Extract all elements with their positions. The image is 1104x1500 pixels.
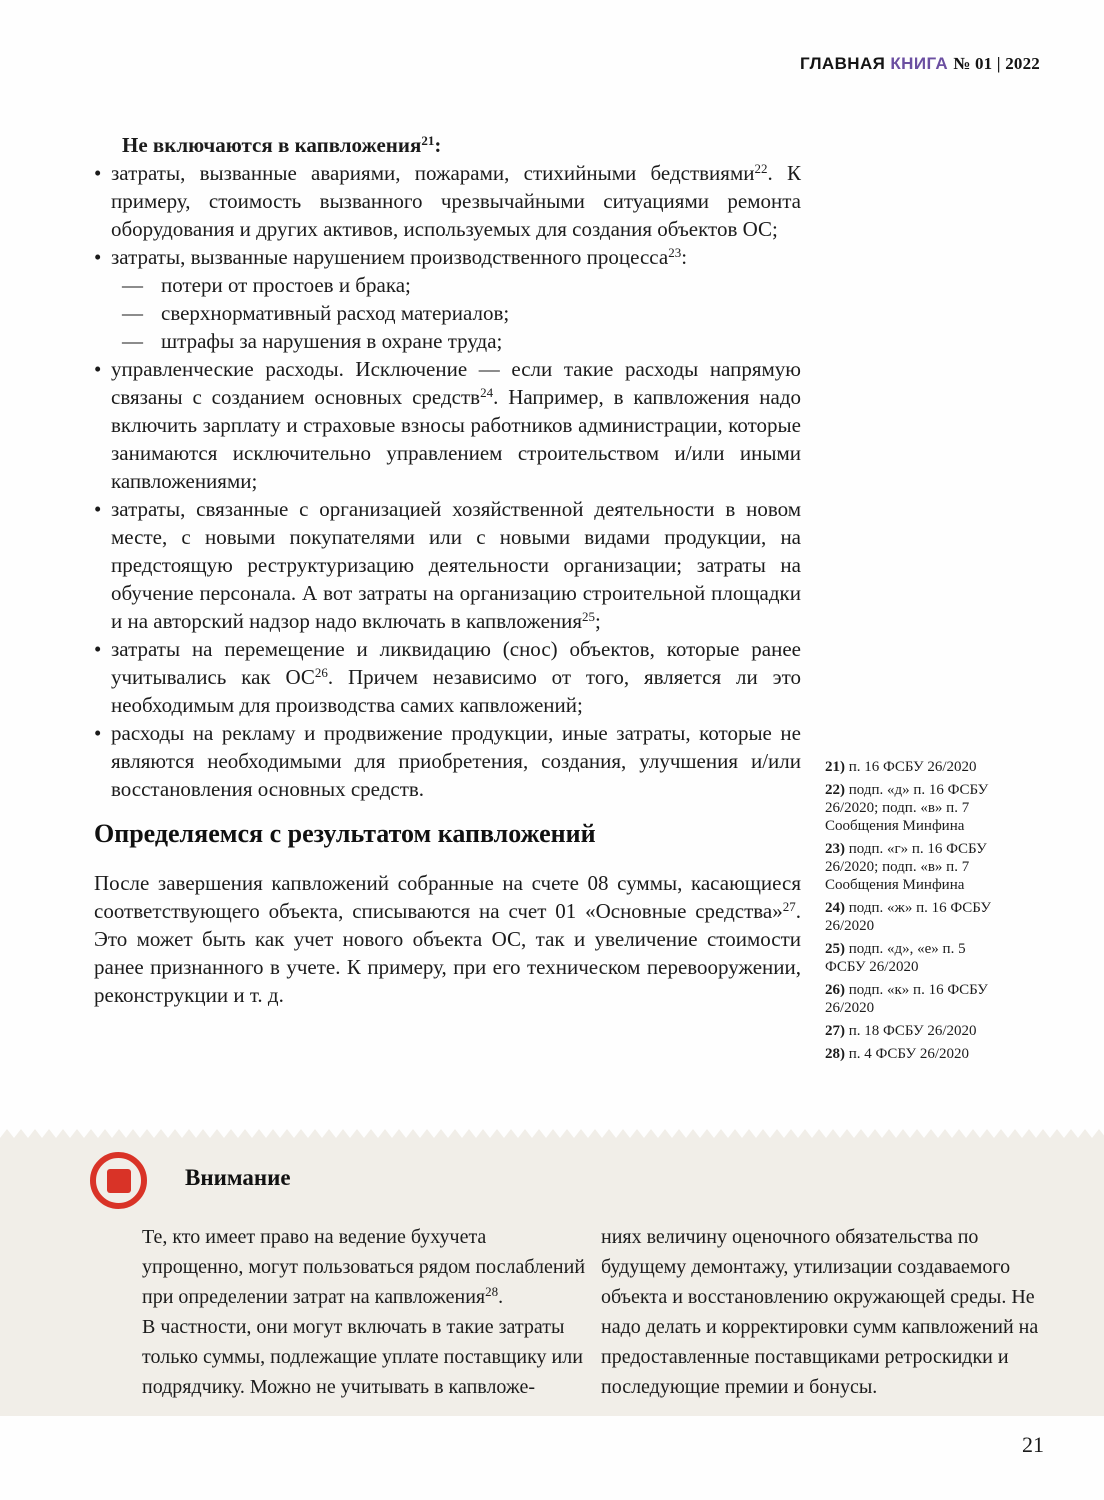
footnote-number: 25) — [825, 941, 845, 957]
bullet-icon: • — [94, 637, 102, 661]
intro-heading-colon: : — [434, 133, 442, 157]
list-item-text: ; — [595, 609, 601, 633]
list-item-text: . Причем независимо от того, является ли это необходимым для производства самих капвложений; — [111, 665, 801, 717]
attention-paragraph — [142, 1222, 592, 1312]
footnote-26 — [825, 981, 1001, 1017]
bullet-icon: • — [94, 357, 102, 381]
footnote-ref-25: 25 — [582, 609, 596, 624]
footnote-number: 26) — [825, 982, 845, 998]
torn-edge-decoration — [0, 1129, 1104, 1138]
list-item-text: . Например, в капвложения надо включить зарплату и страховые взносы работников администрации, которые занимаются исключительно управлением строительством и/или иными капвложениями; — [111, 385, 802, 493]
closing-paragraph-text: После завершения капвложений собранные на счете 08 суммы, касающиеся соответствующего объекта, списываются на счет 01 «Основные средства» — [94, 871, 801, 923]
list-item-text: затраты, вызванные нарушением производственного процесса — [111, 245, 669, 269]
footnote-ref-21: 21 — [421, 133, 435, 148]
sub-list — [111, 271, 801, 355]
list-item-text: затраты на перемещение и ликвидацию (снос) объектов, которые ранее учитывались как ОС — [111, 637, 801, 689]
footnote-number: 28) — [825, 1046, 845, 1062]
footnote-27 — [825, 1022, 1001, 1040]
list-item-6 — [94, 719, 801, 803]
footnote-text: подп. «д» п. 16 ФСБУ 26/2020; подп. «в» п. 7 Сообщения Минфина — [825, 782, 989, 834]
intro-heading — [94, 131, 801, 159]
intro-heading-text: Не включаются в капвложения — [122, 133, 422, 157]
footnote-number: 24) — [825, 900, 845, 916]
footnote-number: 23) — [825, 841, 845, 857]
brand-name-black: ГЛАВНАЯ — [799, 54, 886, 73]
bullet-icon: • — [94, 245, 102, 269]
attention-stop-icon — [90, 1152, 147, 1209]
list-item-text: управленческие расходы. Исключение — если такие расходы напрямую связаны с созданием основных средств — [111, 357, 801, 409]
sub-list-item-text: штрафы за нарушения в охране труда; — [161, 329, 503, 353]
dash-icon: — — [122, 329, 143, 353]
bullet-icon: • — [94, 497, 102, 521]
footnote-ref-24: 24 — [480, 385, 494, 400]
bullet-icon: • — [94, 161, 102, 185]
list-item-text: затраты, вызванные авариями, пожарами, стихийными бедствиями — [111, 161, 755, 185]
attention-left-column — [142, 1222, 592, 1402]
list-item-text: затраты, связанные с организацией хозяйственной деятельности в новом месте, с новыми покупателями или с новыми видами продукции, на предстоящую реструктуризацию деятельности организации; затраты на обучение персонала. А вот затраты на организацию строительной площадки и на авторский надзор надо включать в капвложения — [111, 497, 801, 633]
footnote-22 — [825, 781, 1001, 835]
footnote-text: п. 4 ФСБУ 26/2020 — [848, 1046, 970, 1062]
dash-icon: — — [122, 301, 143, 325]
footnote-number: 22) — [825, 782, 845, 798]
sub-list-item-text: сверхнормативный расход материалов; — [161, 301, 510, 325]
dash-icon: — — [122, 273, 143, 297]
footnotes-sidebar — [825, 758, 1001, 1068]
footnote-text: подп. «ж» п. 16 ФСБУ 26/2020 — [825, 900, 991, 934]
attention-paragraph: В частности, они могут включать в такие затраты только суммы, подлежащие уплате поставщику или подрядчику. Можно не учитывать в капвложе- — [142, 1316, 583, 1398]
footnote-text: подп. «г» п. 16 ФСБУ 26/2020; подп. «в» п. 7 Сообщения Минфина — [825, 841, 987, 893]
sub-list-item-1 — [111, 271, 801, 299]
sub-list-item-text: потери от простоев и брака; — [161, 273, 411, 297]
footnote-number: 27) — [825, 1023, 845, 1039]
attention-title: Внимание — [185, 1165, 291, 1190]
masthead — [800, 54, 1040, 74]
sub-list-item-2 — [111, 299, 801, 327]
list-item-5 — [94, 635, 801, 719]
footnote-text: подп. «к» п. 16 ФСБУ 26/2020 — [825, 982, 988, 1016]
footnote-text: подп. «д», «е» п. 5 ФСБУ 26/2020 — [825, 941, 966, 975]
list-item-4 — [94, 495, 801, 635]
attention-right-column — [601, 1222, 1049, 1402]
bullet-icon: • — [94, 721, 102, 745]
list-item-text: . К примеру, стоимость вызванного чрезвычайными ситуациями ремонта оборудования и других активов, используемых для создания объектов ОС; — [111, 161, 802, 241]
list-item-3 — [94, 355, 801, 495]
attention-text: . — [498, 1286, 504, 1308]
closing-paragraph — [94, 869, 801, 1009]
footnote-number: 21) — [825, 759, 845, 775]
footnote-24 — [825, 899, 1001, 935]
list-item-2 — [94, 243, 801, 355]
attention-icon-square — [107, 1169, 131, 1193]
footnote-ref-23: 23 — [668, 245, 682, 260]
exclusions-list — [94, 159, 801, 803]
list-item-text: расходы на рекламу и продвижение продукции, иные затраты, которые не являются необходимыми для приобретения, создания, улучшения и/или восстановления основных средств. — [111, 721, 801, 801]
footnote-ref-28: 28 — [485, 1284, 499, 1299]
list-item-1 — [94, 159, 801, 243]
attention-text: Те, кто имеет право на ведение бухучета упрощенно, могут пользоваться рядом послаблений при определении затрат на капвложения — [142, 1226, 586, 1308]
attention-box — [0, 1138, 1104, 1416]
issue-number: № 01 | 2022 — [953, 54, 1040, 73]
footnote-ref-26: 26 — [314, 665, 328, 680]
footnote-ref-27: 27 — [782, 899, 796, 914]
footnote-text: п. 18 ФСБУ 26/2020 — [848, 1023, 977, 1039]
list-item-text: : — [681, 245, 688, 269]
footnote-28 — [825, 1045, 1001, 1063]
section-heading: Определяемся с результатом капвложений — [94, 819, 596, 848]
attention-paragraph: ниях величину оценочного обязательства по будущему демонтажу, утилизации создаваемого объекта и восстановлению окружающей среды. Не надо делать и корректировки сумм капвложений на предоставленные поставщиками ретроскидки и последующие премии и бонусы. — [601, 1226, 1039, 1398]
sub-list-item-3 — [111, 327, 801, 355]
footnote-text: п. 16 ФСБУ 26/2020 — [848, 759, 977, 775]
page-number: 21 — [1022, 1432, 1044, 1457]
footnote-25 — [825, 940, 1001, 976]
brand-name-purple: КНИГА — [890, 54, 949, 73]
footnote-21 — [825, 758, 1001, 776]
footnote-ref-22: 22 — [754, 161, 768, 176]
article-body — [94, 131, 801, 1009]
closing-paragraph-text: . Это может быть как учет нового объекта ОС, так и увеличение стоимости ранее признанного в учете. К примеру, при его техническом перевооружении, реконструкции и т. д. — [94, 899, 801, 1007]
footnote-23 — [825, 840, 1001, 894]
